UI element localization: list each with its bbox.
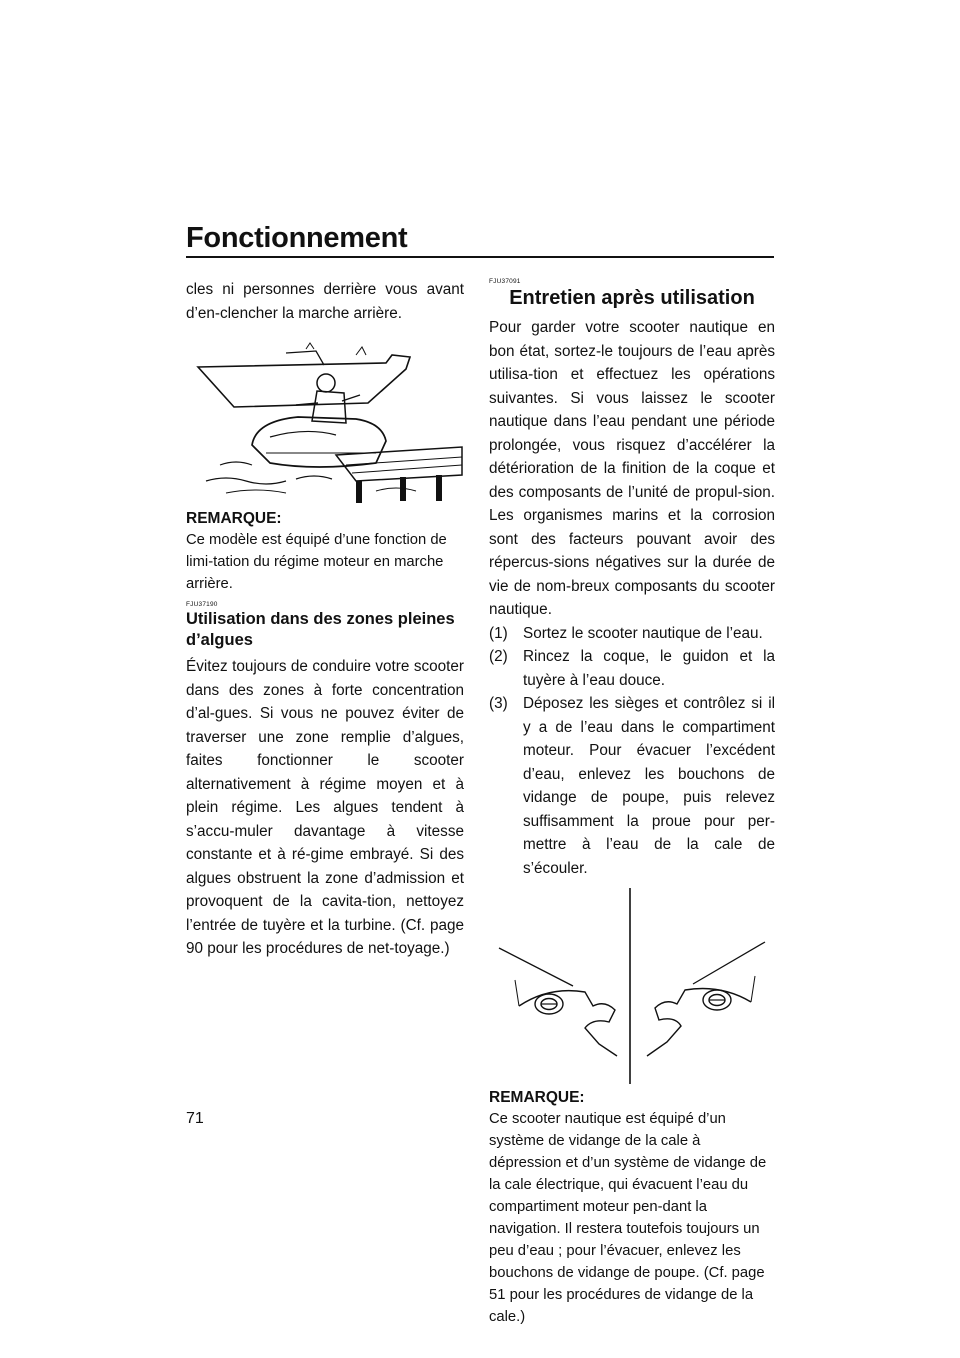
left-column <box>186 278 464 961</box>
section-body: Évitez toujours de conduire votre scooter dans des zones à forte concentration d’al-gues. Si vous ne pouvez éviter de traverser une zone remplie d’algues, faites fonctionner le scooter alternativement à régime moyen et à plein régime. Les algues tendent à s’accu-muler davantage à vitesse constante et à ré-gime embrayé. Si des algues obstruent la zone d’admission et provoquent de la cavita-tion, nettoyez l’entrée de tuyère et la turbine. (Cf. page 90 pour les procédures de net-toyage.) <box>186 658 464 957</box>
step-text: Rincez la coque, le guidon et la tuyère à l’eau douce. <box>523 648 775 689</box>
intro-text: cles ni personnes derrière vous avant d’en-clencher la marche arrière. <box>186 281 464 322</box>
list-item <box>489 692 775 880</box>
section-heading: Utilisation dans des zones pleines d’algues <box>186 610 455 649</box>
step-text: Sortez le scooter nautique de l’eau. <box>523 624 763 642</box>
page-number: 71 <box>186 1110 204 1127</box>
remark-text: Ce scooter nautique est équipé d’un système de vidange de la cale à dépression et d’un système de vidange de la cale électrique, qui évacuent l’eau du compartiment moteur pen-dant la navigation. Il restera toutefois toujours un peu d’eau ; pour l’évacuer, enlevez les bouchons de vidange de poupe. (Cf. page 51 pour les procédures de vidange de la cale.) <box>489 1111 767 1325</box>
header-rule <box>186 256 774 258</box>
remark-text: Ce modèle est équipé d’une fonction de limi-tation du régime moteur en marche arrière. <box>186 532 447 592</box>
jet-ski-reversing-illustration <box>186 325 464 505</box>
step-number: (1) <box>489 624 508 642</box>
list-item <box>489 645 775 692</box>
section-code: FJU37190 <box>186 601 218 608</box>
section-intro: Pour garder votre scooter nautique en bon état, sortez-le toujours de l’eau après utilisa-tion et effectuez les opérations suivantes. Si vous laissez le scooter nautique dans l’eau pendant une période prolongée, vous risquez d’accélérer la détérioration de la finition de la coque et des composants de l’unité de propul-sion. Les organismes marins et la corrosion sont des facteurs pouvant avoir des répercus-sions négatives sur la durée de vie de nom-breux composants du scooter nautique. <box>489 319 775 618</box>
steps-list <box>489 622 775 881</box>
remark-title: REMARQUE: <box>186 510 282 527</box>
remark-title: REMARQUE: <box>489 1089 585 1106</box>
section-heading-main: Entretien après utilisation <box>509 287 755 309</box>
step-number: (3) <box>489 695 508 712</box>
step-number: (2) <box>489 648 508 665</box>
section-code: FJU37091 <box>489 278 521 285</box>
step-text: Déposez les sièges et contrôlez si il y a de l’eau dans le compartiment moteur. Pour évacuer l’excédent d’eau, enlevez les bouchons de vidange de poupe, puis relevez suffisamment la proue pour per-mettre à l’eau de la cale de s’écouler. <box>523 695 775 877</box>
list-item <box>489 622 775 646</box>
page-title: Fonctionnement <box>186 222 408 254</box>
right-column <box>489 278 775 1328</box>
stern-drain-plugs-illustration <box>489 888 775 1084</box>
